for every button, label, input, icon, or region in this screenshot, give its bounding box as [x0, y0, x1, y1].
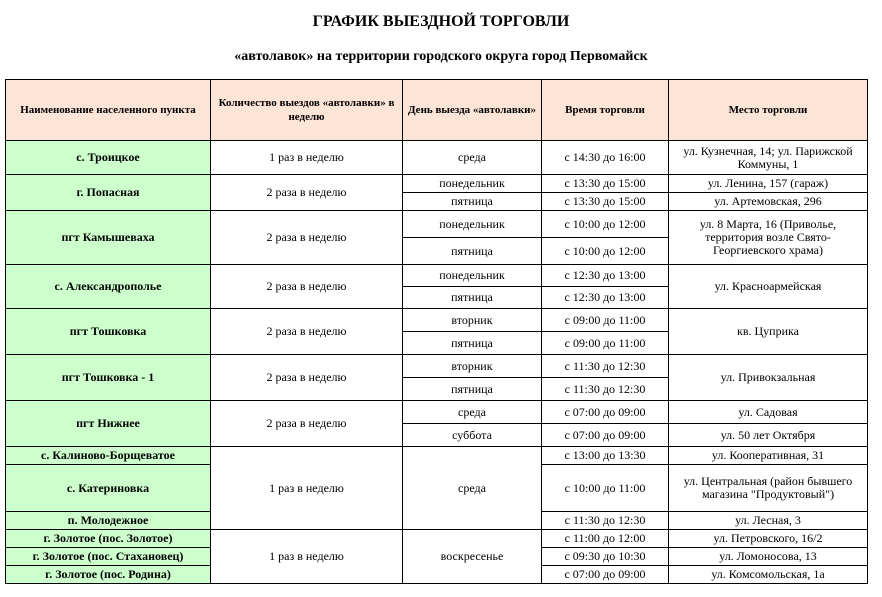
trade-place: ул. Петровского, 16/2 — [669, 530, 868, 548]
page-title: ГРАФИК ВЫЕЗДНОЙ ТОРГОВЛИ — [312, 13, 570, 30]
visit-day: вторник — [403, 309, 542, 332]
settlement-name: г. Золотое (пос. Стахановец) — [6, 548, 211, 566]
table-row — [6, 175, 868, 193]
settlement-name: п. Молодежное — [6, 512, 211, 530]
trade-place: ул. Ленина, 157 (гараж) — [669, 175, 868, 193]
trade-place: ул. Артемовская, 296 — [669, 193, 868, 211]
visit-day: пятница — [403, 378, 542, 401]
trade-place: ул. Привокзальная — [669, 355, 868, 401]
visit-day: пятница — [403, 287, 542, 309]
settlement-name: с. Троицкое — [6, 141, 211, 175]
table-row — [6, 401, 868, 424]
table-header-row — [6, 80, 868, 141]
trade-place: ул. Центральная (район бывшего магазина "Продуктовый") — [669, 465, 868, 512]
settlement-name: г. Золотое (пос. Золотое) — [6, 530, 211, 548]
header-day: День выезда «автолавки» — [403, 80, 542, 141]
visit-day: вторник — [403, 355, 542, 378]
trade-time: с 07:00 до 09:00 — [542, 566, 669, 584]
table-row — [6, 355, 868, 378]
trade-time: с 09:00 до 11:00 — [542, 309, 669, 332]
header-name: Наименование населенного пункта — [6, 80, 211, 141]
visit-count: 1 раз в неделю — [211, 530, 403, 584]
visit-day: пятница — [403, 238, 542, 265]
trade-place: ул. Ломоносова, 13 — [669, 548, 868, 566]
settlement-name: пгт Камышеваха — [6, 211, 211, 265]
trade-place: ул. Комсомольская, 1а — [669, 566, 868, 584]
trade-place: кв. Цуприка — [669, 309, 868, 355]
visit-day: понедельник — [403, 175, 542, 193]
visit-day: понедельник — [403, 265, 542, 287]
trade-time: с 14:30 до 16:00 — [542, 141, 669, 175]
header-time: Время торговли — [542, 80, 669, 141]
visit-day: пятница — [403, 332, 542, 355]
trade-time: с 07:00 до 09:00 — [542, 424, 669, 447]
trade-place: ул. 50 лет Октября — [669, 424, 868, 447]
settlement-name: г. Попасная — [6, 175, 211, 211]
visit-count: 1 раз в неделю — [211, 141, 403, 175]
visit-day: пятница — [403, 193, 542, 211]
settlement-name: с. Катериновка — [6, 465, 211, 512]
trade-place: ул. Кооперативная, 31 — [669, 447, 868, 465]
table-row — [6, 141, 868, 175]
visit-count: 2 раза в неделю — [211, 309, 403, 355]
trade-place: ул. Лесная, 3 — [669, 512, 868, 530]
trade-place: ул. Кузнечная, 14; ул. Парижской Коммуны, 1 — [669, 141, 868, 175]
trade-time: с 11:30 до 12:30 — [542, 512, 669, 530]
page-subtitle: «автолавок» на территории городского округа город Первомайск — [234, 49, 648, 64]
table-row — [6, 211, 868, 238]
trade-time: с 10:00 до 12:00 — [542, 238, 669, 265]
trade-time: с 09:30 до 10:30 — [542, 548, 669, 566]
header-place: Место торговли — [669, 80, 868, 141]
settlement-name: с. Калиново-Борщеватое — [6, 447, 211, 465]
trade-time: с 13:30 до 15:00 — [542, 175, 669, 193]
trade-place: ул. 8 Марта, 16 (Приволье, территория возле Свято-Георгиевского храма) — [669, 211, 868, 265]
trade-time: с 07:00 до 09:00 — [542, 401, 669, 424]
header-count: Количество выездов «автолавки» в неделю — [211, 80, 403, 141]
visit-day: суббота — [403, 424, 542, 447]
trade-time: с 12:30 до 13:00 — [542, 265, 669, 287]
settlement-name: пгт Тошковка — [6, 309, 211, 355]
visit-count: 2 раза в неделю — [211, 401, 403, 447]
trade-time: с 11:30 до 12:30 — [542, 378, 669, 401]
visit-day: понедельник — [403, 211, 542, 238]
trade-time: с 11:00 до 12:00 — [542, 530, 669, 548]
settlement-name: с. Александрополье — [6, 265, 211, 309]
visit-day: воскресенье — [403, 530, 542, 584]
schedule-table — [5, 79, 868, 584]
visit-count: 2 раза в неделю — [211, 175, 403, 211]
trade-time: с 10:00 до 11:00 — [542, 465, 669, 512]
visit-day: среда — [403, 447, 542, 530]
trade-time: с 13:00 до 13:30 — [542, 447, 669, 465]
visit-count: 2 раза в неделю — [211, 265, 403, 309]
visit-day: среда — [403, 141, 542, 175]
visit-count: 1 раз в неделю — [211, 447, 403, 530]
trade-time: с 09:00 до 11:00 — [542, 332, 669, 355]
trade-place: ул. Красноармейская — [669, 265, 868, 309]
trade-time: с 11:30 до 12:30 — [542, 355, 669, 378]
trade-time: с 10:00 до 12:00 — [542, 211, 669, 238]
settlement-name: пгт Нижнее — [6, 401, 211, 447]
trade-time: с 13:30 до 15:00 — [542, 193, 669, 211]
trade-time: с 12:30 до 13:00 — [542, 287, 669, 309]
table-row — [6, 265, 868, 287]
table-row — [6, 309, 868, 332]
table-row — [6, 447, 868, 465]
trade-place: ул. Садовая — [669, 401, 868, 424]
visit-count: 2 раза в неделю — [211, 355, 403, 401]
visit-count: 2 раза в неделю — [211, 211, 403, 265]
table-row — [6, 530, 868, 548]
visit-day: среда — [403, 401, 542, 424]
settlement-name: пгт Тошковка - 1 — [6, 355, 211, 401]
settlement-name: г. Золотое (пос. Родина) — [6, 566, 211, 584]
